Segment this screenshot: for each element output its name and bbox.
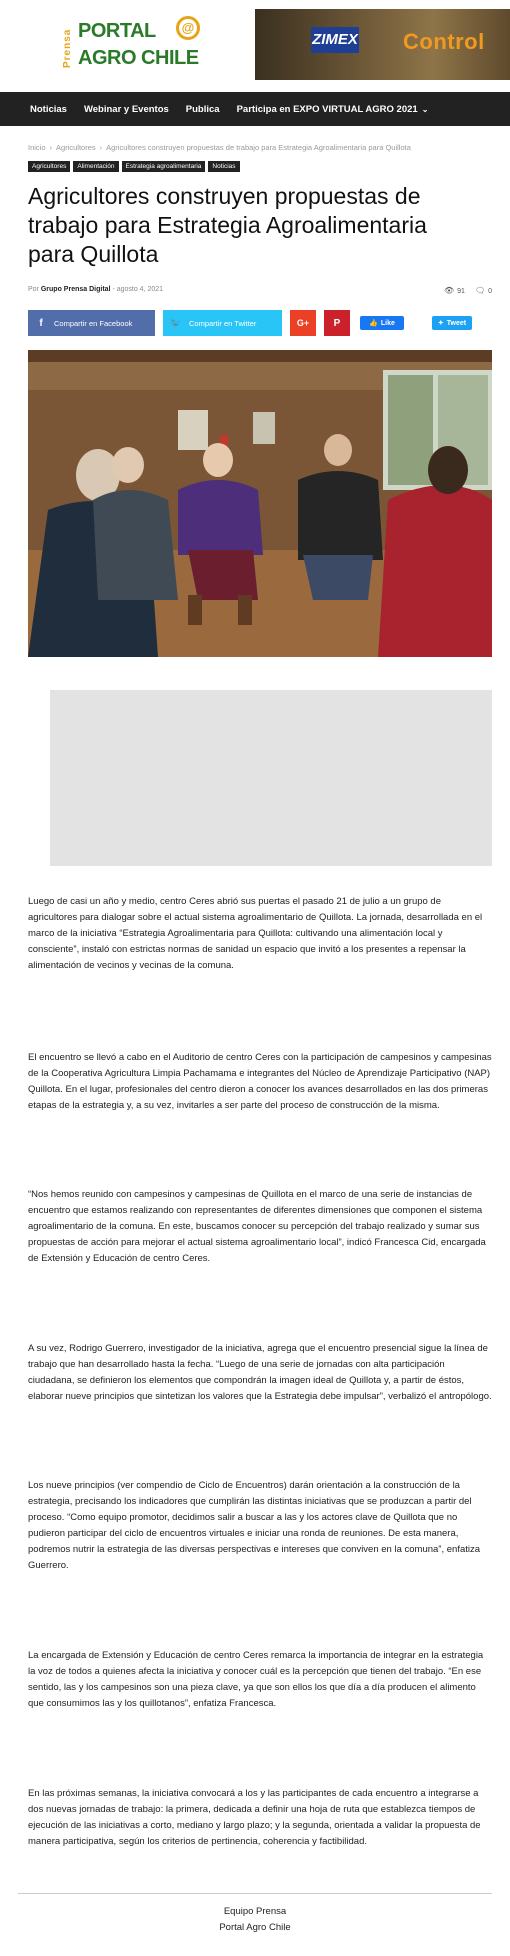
author-link[interactable]: Grupo Prensa Digital bbox=[40, 286, 111, 293]
site-logo[interactable] bbox=[62, 14, 212, 76]
breadcrumb-home[interactable]: Inicio bbox=[28, 143, 46, 152]
breadcrumb-separator-icon: › bbox=[99, 143, 103, 152]
article-meta bbox=[28, 286, 163, 293]
publish-date: agosto 4, 2021 bbox=[116, 286, 164, 293]
ad-placeholder bbox=[50, 690, 492, 866]
article-paragraph-4: A su vez, Rodrigo Guerrero, investigador de la iniciativa, agrega que el encuentro presencial sigue la línea de trabajo que han desarrollado hasta la fecha. “Luego de una serie de jornadas con alta participación ciudadana, se definieron los elementos que compondrán la imagen ideal de Quillota y, a partir de éstos, elaborar nueve principios que sintetizan los valores que la Estrategia debe impulsar”, verbalizó el antropólogo. bbox=[28, 1343, 492, 1402]
share-bar bbox=[28, 310, 350, 336]
breadcrumb-separator-icon: › bbox=[49, 143, 53, 152]
pinterest-icon: P bbox=[333, 317, 341, 329]
tag-agricultores[interactable]: Agricultores bbox=[28, 161, 70, 172]
article-paragraph-3: “Nos hemos reunido con campesinos y campesinas de Quillota en el marco de una serie de instancias de encuentro que estamos realizando con representantes de diferentes dimensiones que componen el sistema agroalimentario de la comuna. En este, buscamos conocer su percepción del trabajo realizado y sumar sus propuestas de acción para mejorar el actual sistema agroalimentario local”, indicó Francesca Cid, encargada de Extensión y Educación de centro Ceres. bbox=[28, 1189, 486, 1264]
chevron-down-icon: ⌄ bbox=[421, 104, 429, 114]
nav-item-webinar[interactable]: Webinar y Eventos bbox=[83, 103, 169, 115]
share-facebook-label: Compartir en Facebook bbox=[54, 318, 133, 328]
article-paragraph-5: Los nueve principios (ver compendio de Ciclo de Encuentros) darán orientación a la construcción de la estrategia, precisando los indicadores que cumplirán las distintas iniciativas que se produzcan a partir del proceso. “Como equipo promotor, decidimos salir a buscar a las y los actores clave de Quillota que no pudieron participar del ciclo de encuentros virtuales e iniciar una ronda de reuniones. De esta manera, podremos nutrir la estrategia de las diversas perspectivas e intereses que conviven en la comuna”, enfatiza Guerrero. bbox=[28, 1480, 481, 1571]
site-header bbox=[0, 0, 510, 92]
tweet-label: Tweet bbox=[446, 319, 467, 327]
signature-line-1: Equipo Prensa bbox=[223, 1906, 287, 1917]
tag-noticias[interactable]: Noticias bbox=[208, 161, 239, 172]
tag-estrategia[interactable]: Estrategia agroalimentaria bbox=[122, 161, 206, 172]
share-pinterest-button[interactable] bbox=[324, 310, 350, 336]
share-facebook-button[interactable] bbox=[28, 310, 155, 336]
meeting-photo-illustration bbox=[28, 350, 492, 657]
nav-item-expo-label: Participa en EXPO VIRTUAL AGRO 2021 bbox=[236, 103, 418, 115]
article-paragraph-2: El encuentro se llevó a cabo en el Auditorio de centro Ceres con la participación de campesinos y campesinas de la Cooperativa Agricultura Limpia Pachamama e integrantes del Núcleo de Aprendizaje Participativo (NAP) Quillota. En el lugar, profesionales del centro dieron a conocer los avances desarrollados en las dos primeras etapas de la estrategia y, a su vez, invitarles a ser parte del proceso de construcción de la misma. bbox=[28, 1052, 492, 1111]
breadcrumb bbox=[28, 143, 411, 152]
logo-prensa-label: Prensa bbox=[62, 28, 73, 68]
featured-image[interactable] bbox=[28, 350, 492, 657]
nav-item-expo[interactable] bbox=[237, 104, 429, 115]
twitter-icon: 🐦 bbox=[169, 317, 183, 329]
logo-portal-text: PORTAL bbox=[78, 20, 156, 42]
share-google-button[interactable] bbox=[290, 310, 316, 336]
tag-alimentacion[interactable]: Alimentación bbox=[73, 161, 118, 172]
logo-agro-text: AGRO CHILE bbox=[78, 47, 199, 69]
eye-icon: 👁 bbox=[443, 286, 455, 295]
meta-separator: - bbox=[112, 286, 117, 293]
views-count: 91 bbox=[457, 288, 465, 295]
category-tags bbox=[28, 161, 240, 172]
thumbs-up-icon: 👍 bbox=[369, 320, 378, 327]
article-stats bbox=[444, 286, 492, 295]
ad-banner[interactable] bbox=[255, 9, 510, 80]
signature-line-2: Portal Agro Chile bbox=[219, 1922, 291, 1933]
signature-divider bbox=[18, 1893, 492, 1894]
share-twitter-label: Compartir en Twitter bbox=[189, 318, 257, 328]
page-title: Agricultores construyen propuestas de trabajo para Estrategia Agroalimentaria para Quillota bbox=[28, 183, 427, 267]
like-label: Like bbox=[380, 319, 395, 327]
by-label: Por bbox=[28, 286, 39, 293]
comments-count: 0 bbox=[488, 288, 492, 295]
nav-item-noticias[interactable]: Noticias bbox=[30, 103, 67, 115]
tweet-button[interactable] bbox=[432, 316, 472, 330]
bird-icon: ✦ bbox=[437, 320, 444, 327]
main-nav bbox=[0, 92, 510, 126]
views-count-group bbox=[444, 286, 465, 295]
nav-item-publica[interactable]: Publica bbox=[185, 103, 220, 115]
comment-icon: 🗨 bbox=[474, 286, 486, 295]
logo-at-icon: @ bbox=[176, 16, 200, 40]
google-plus-icon: G+ bbox=[296, 318, 310, 328]
comments-count-group[interactable] bbox=[475, 286, 492, 295]
facebook-icon: f bbox=[39, 317, 43, 329]
breadcrumb-current: Agricultores construyen propuestas de trabajo para Estrategia Agroalimentaria para Quillota bbox=[106, 143, 411, 152]
ad-brand-logo: ZIMEX bbox=[311, 27, 359, 53]
article-paragraph-6: La encargada de Extensión y Educación de centro Ceres remarca la importancia de integrar en la estrategia la voz de todos a quienes afecta la iniciativa y conocer cuál es la percepción que tienen del trabajo. “En ese sentido, las y los campesinos son una pieza clave, ya que son ellos los que día a día producen el alimento que consumimos las y los quillotanos”, enfatiza Francesca. bbox=[28, 1650, 484, 1709]
facebook-like-button[interactable] bbox=[360, 316, 404, 330]
breadcrumb-category[interactable]: Agricultores bbox=[56, 143, 96, 152]
ad-text: Control bbox=[403, 29, 485, 54]
share-twitter-button[interactable] bbox=[163, 310, 282, 336]
article-paragraph-1: Luego de casi un año y medio, centro Ceres abrió sus puertas el pasado 21 de julio a un grupo de agricultores para dialogar sobre el actual sistema agroalimentario de Quillota. La jornada, desarrollada en el marco de la iniciativa “Estrategia Agroalimentaria para Quillota: cultivando una alimentación local y consciente”, instaló con estrictas normas de sanidad un espacio que invitó a los presentes a repensar la alimentación de vecinos y vecinas de la comuna. bbox=[28, 896, 483, 971]
article-paragraph-7: En las próximas semanas, la iniciativa convocará a los y las participantes de cada encuentro a integrarse a dos nuevas jornadas de trabajo: la primera, dedicada a definir una hoja de ruta que establezca tiempos de ejecución de las iniciativas a corto, mediano y largo plazo; y la segunda, orientada a validar la propuesta de manera participativa, según los criterios de pertinencia, coherencia y factibilidad. bbox=[28, 1788, 481, 1847]
